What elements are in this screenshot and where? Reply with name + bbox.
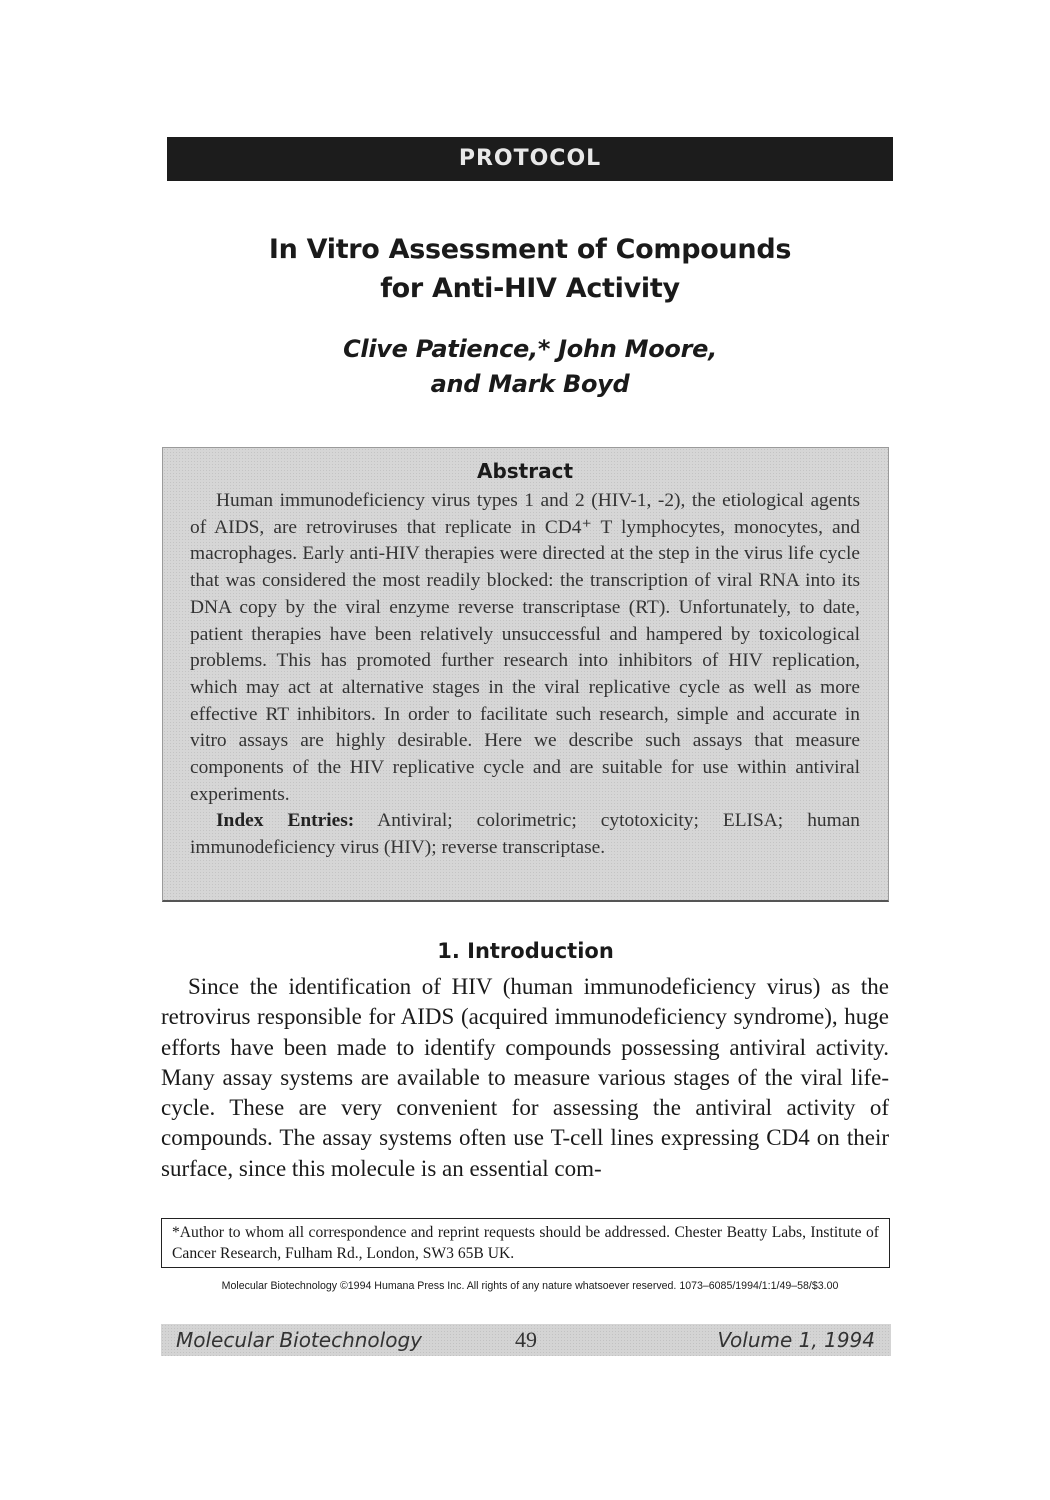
abstract-box xyxy=(162,447,889,902)
index-entries-label: Index Entries: xyxy=(216,810,355,832)
abstract-heading: Abstract xyxy=(476,459,574,483)
author-line: and Mark Boyd xyxy=(430,370,630,398)
section-heading: 1. Introduction xyxy=(437,939,614,963)
author-line: Clive Patience,* John Moore, xyxy=(343,335,717,363)
copyright-line: Molecular Biotechnology ©1994 Humana Press Inc. All rights of any nature whatsoever reserved. 1073–6085/1994/1:1/49–58/$3.00 xyxy=(221,1280,839,1292)
page-footer xyxy=(161,1324,891,1356)
title-line: In Vitro Assessment of Compounds xyxy=(268,234,792,265)
section-banner: PROTOCOL xyxy=(167,137,893,181)
title-line: for Anti-HIV Activity xyxy=(380,273,680,304)
article-title xyxy=(167,230,893,308)
author-footnote: *Author to whom all correspondence and reprint requests should be addressed. Chester Beatty Labs, Institute of Cancer Research, Fulham Rd., London, SW3 65B UK. xyxy=(161,1218,890,1268)
index-entries xyxy=(190,808,860,861)
index-entries-text: Antiviral; colorimetric; cytotoxicity; ELISA; human immunodeficiency virus (HIV); reverse transcriptase. xyxy=(190,810,860,859)
author-list xyxy=(167,332,893,402)
abstract-text: Human immunodeficiency virus types 1 and 2 (HIV-1, -2), the etiological agents of AIDS, are retroviruses that replicate in CD4⁺ T lymphocytes, monocytes, and macrophages. Early anti-HIV therapies were directed at the step in the virus life cycle that was considered the most readily blocked: the transcription of viral RNA into its DNA copy by the viral enzyme reverse transcriptase (RT). Unfortunately, to date, patient therapies have been relatively unsuccessful and hampered by toxicological problems. This has promoted further research into inhibitors of HIV replication, which may act at alternative stages in the viral replicative cycle as well as more effective RT inhibitors. In order to facilitate such research, simple and accurate in vitro assays are highly desirable. Here we describe such assays that measure components of the HIV replicative cycle and are suitable for use within antiviral experiments. xyxy=(190,490,860,805)
footer-journal-name: Molecular Biotechnology xyxy=(176,1328,422,1352)
footer-page-number: 49 xyxy=(515,1327,537,1352)
footer-volume: Volume 1, 1994 xyxy=(717,1328,875,1352)
introduction-text: Since the identification of HIV (human immunodeficiency virus) as the retrovirus responsible for AIDS (acquired immunodeficiency syndrome), huge efforts have been made to identify compounds possessing antiviral activity. Many assay systems are available to measure various stages of the viral life-cycle. These are very convenient for assessing the antiviral activity of compounds. The assay systems often use T-cell lines expressing CD4 on their surface, since this molecule is an essential com- xyxy=(161,974,889,1181)
